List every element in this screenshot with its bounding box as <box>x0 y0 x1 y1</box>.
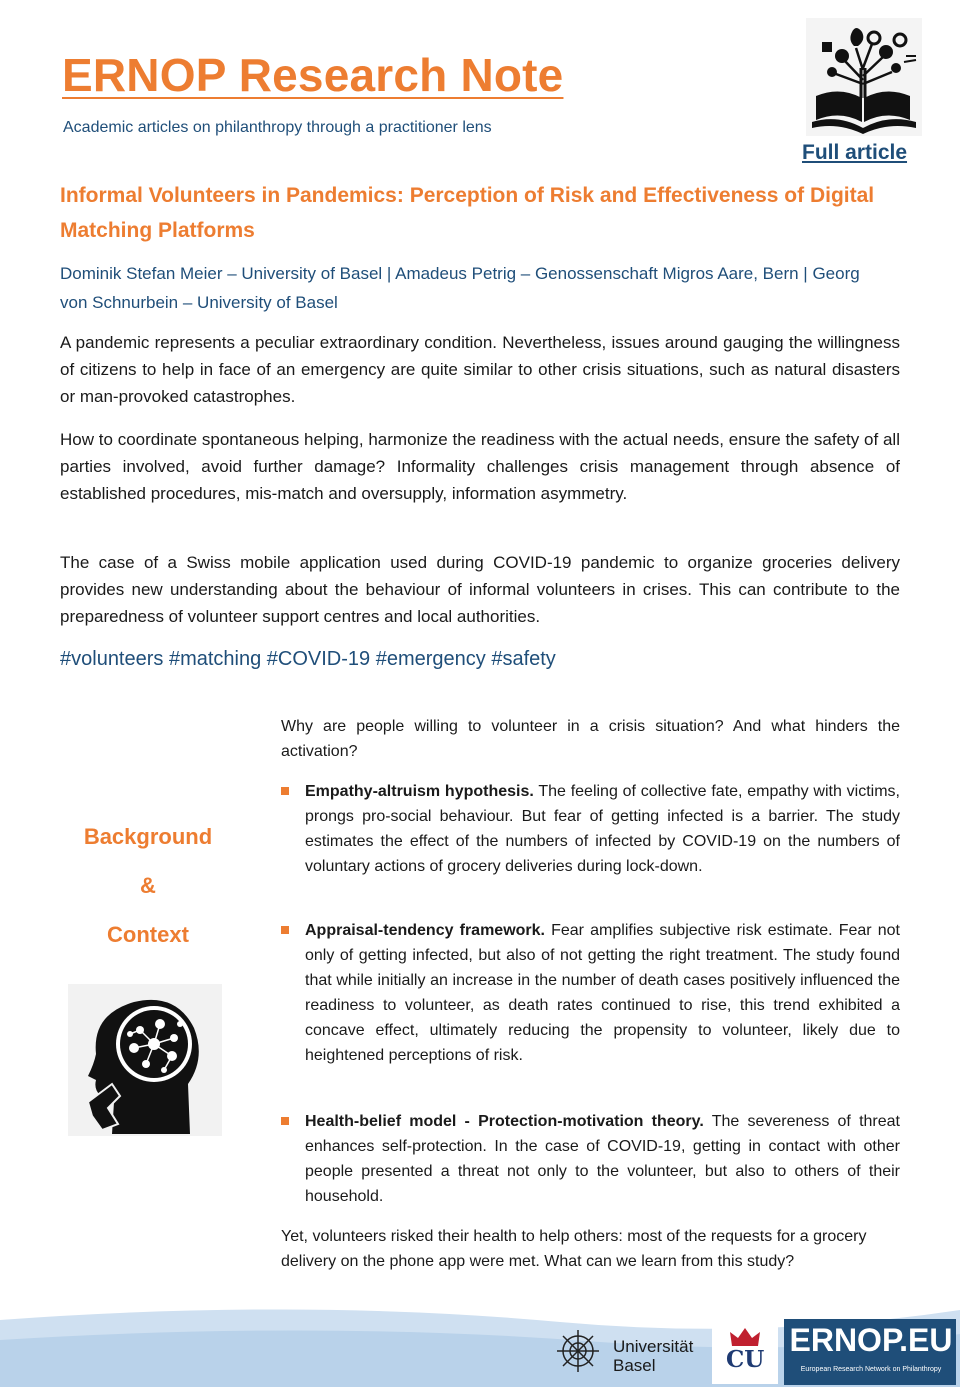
list-item <box>281 779 900 879</box>
paragraph: The case of a Swiss mobile application used during COVID-19 pandemic to organize groceries delivery provides new understanding about the behaviour of informal volunteers in crises. This can contribute to the preparedness of volunteer support centres and local authorities. <box>60 553 900 626</box>
section-heading: Background <box>83 824 213 849</box>
philanthropy-book-logo-icon <box>806 18 922 136</box>
university-name-line2: Basel <box>613 1356 656 1375</box>
section-heading: Context <box>107 922 189 947</box>
university-name <box>613 1337 693 1375</box>
bullet-square-icon <box>281 787 289 795</box>
cu-logo-text: CU <box>726 1346 765 1373</box>
article-title: Informal Volunteers in Pandemics: Perception of Risk and Effectiveness of Digital Matching Platforms <box>60 184 875 242</box>
page-title: ERNOP Research Note <box>62 49 564 101</box>
bullet-text: Fear amplifies subjective risk estimate. Fear not only of getting infected, but also of not getting the right treatment. The study found that while initially an increase in the number of death cases positively influenced the readiness to volunteer, as death rates continued to rise, this trend exhibited a concave effect, ultimately reducing the propensity to volunteer, likely due to heightened perceptions of risk. <box>305 922 901 1064</box>
hashtags: #volunteers #matching #COVID-19 #emergency #safety <box>60 648 556 670</box>
section-heading-ampersand: & <box>140 873 156 898</box>
page-subtitle: Academic articles on philanthropy through a practitioner lens <box>63 119 492 136</box>
bullet-lead: Health-belief model - Protection-motivation theory. <box>305 1113 704 1130</box>
paragraph: How to coordinate spontaneous helping, harmonize the readiness with the actual needs, ensure the safety of all parties involved, avoid further damage? Informality challenges crisis management through absence of established procedures, mis-match and oversupply, information asymmetry. <box>60 430 900 503</box>
head-network-icon <box>68 984 222 1136</box>
bullet-text: The severeness of threat enhances self-protection. In the case of COVID-19, getting in contact with other people presented a threat not only to the volunteer, but also to others of their household. <box>305 1113 900 1205</box>
bullet-lead: Appraisal-tendency framework. <box>305 922 545 939</box>
section-intro: Why are people willing to volunteer in a crisis situation? And what hinders the activation? <box>281 718 900 760</box>
article-authors: Dominik Stefan Meier – University of Basel | Amadeus Petrig – Genossenschaft Migros Aare, Bern | Georg von Schnurbein – University of Basel <box>60 264 860 312</box>
ernop-logo-subtitle: European Research Network on Philanthropy <box>800 1366 942 1373</box>
list-item <box>281 918 900 1068</box>
paragraph: A pandemic represents a peculiar extraordinary condition. Nevertheless, issues around gauging the willingness of citizens to help in face of an emergency are quite similar to other crisis situations, such as natural disasters or man-provoked catastrophes. <box>60 333 900 406</box>
bullet-text: The feeling of collective fate, empathy with victims, prongs pro-social behaviour. But fear of getting infected is a barrier. The study estimates the effect of the numbers of infected by COVID-19 on the numbers of voluntary actions of grocery deliveries during lock-down. <box>305 783 901 875</box>
section-outro: Yet, volunteers risked their health to help others: most of the requests for a grocery delivery on the phone app were met. What can we learn from this study? <box>281 1228 867 1270</box>
list-item <box>281 1109 900 1209</box>
ernop-logo-text: ERNOP.EU <box>789 1322 953 1358</box>
university-name-line1: Universität <box>613 1337 694 1356</box>
bullet-square-icon <box>281 926 289 934</box>
bullet-square-icon <box>281 1117 289 1125</box>
bullet-lead: Empathy-altruism hypothesis. <box>305 783 534 800</box>
full-article-link[interactable]: Full article <box>802 141 908 164</box>
